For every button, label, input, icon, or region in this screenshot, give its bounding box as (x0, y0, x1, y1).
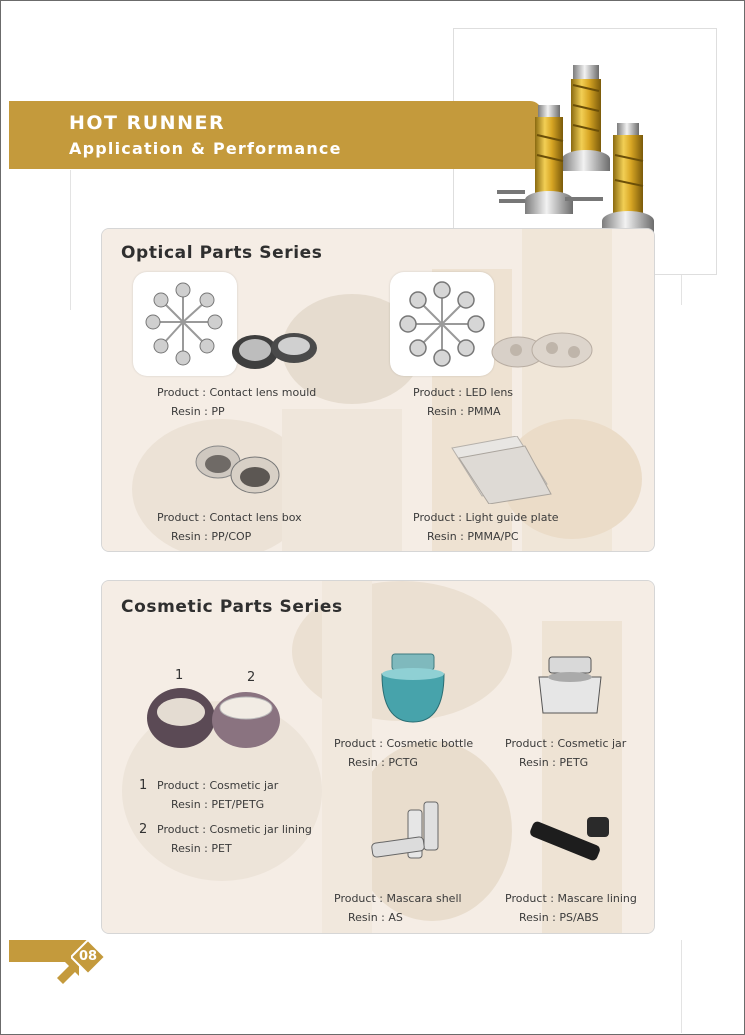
product-label: Product : Mascara shell (334, 892, 462, 905)
star-lens-icon (390, 272, 494, 376)
jar-label-2: 2 (247, 670, 256, 685)
product-label: Product : Cosmetic jar (505, 737, 627, 750)
page-title: HOT RUNNER (69, 112, 226, 134)
led-lens-tile (390, 272, 494, 376)
page-subtitle: Application & Performance (69, 139, 342, 158)
product-label: Product : Light guide plate (413, 511, 559, 524)
product-label: Product : Mascare lining (505, 892, 637, 905)
caption-cosmetic-bottle (334, 734, 473, 772)
contact-lens-mould-tile (133, 272, 237, 376)
resin-label: Resin : PMMA/PC (427, 530, 519, 543)
caption-contact-lens-mould (157, 383, 316, 421)
optical-series-title: Optical Parts Series (121, 243, 323, 263)
guide-line (70, 170, 71, 310)
caption-led-lens (413, 383, 513, 421)
product-label: Product : Contact lens mould (157, 386, 317, 399)
square-cosmetic-jar-image (535, 655, 605, 717)
product-label: Product : LED lens (413, 386, 514, 399)
header-banner (9, 101, 542, 169)
caption-cosmetic-jar-lining (157, 820, 312, 858)
jar-label-1: 1 (175, 668, 184, 683)
led-lens-image (490, 328, 595, 373)
contact-lens-mould-image (230, 330, 320, 372)
resin-label: Resin : PP (171, 405, 225, 418)
page-number-badge (71, 940, 105, 974)
mascara-lining-image (525, 815, 620, 870)
cosmetic-series-title: Cosmetic Parts Series (121, 597, 343, 617)
caption-cosmetic-jar-1 (157, 776, 278, 814)
item-number-1: 1 (139, 778, 148, 793)
caption-light-guide-plate (413, 508, 559, 546)
resin-label: Resin : PCTG (348, 756, 418, 769)
resin-label: Resin : PS/ABS (519, 911, 599, 924)
product-label: Product : Cosmetic bottle (334, 737, 474, 750)
star-mould-icon (133, 272, 237, 376)
mascara-shell-image (370, 800, 450, 878)
product-label: Product : Cosmetic jar (157, 779, 279, 792)
light-guide-plate-image (447, 436, 552, 504)
resin-label: Resin : AS (348, 911, 403, 924)
resin-label: Resin : PET (171, 842, 232, 855)
product-label: Product : Contact lens box (157, 511, 302, 524)
resin-label: Resin : PP/COP (171, 530, 252, 543)
cosmetic-jars-image (143, 682, 283, 752)
cosmetic-bottle-image (378, 652, 448, 724)
item-number-2: 2 (139, 822, 148, 837)
product-label: Product : Cosmetic jar lining (157, 823, 312, 836)
resin-label: Resin : PET/PETG (171, 798, 265, 811)
guide-line (681, 275, 682, 305)
hot-runner-nozzles-image (495, 55, 665, 240)
caption-mascara-lining (505, 889, 637, 927)
resin-label: Resin : PMMA (427, 405, 501, 418)
resin-label: Resin : PETG (519, 756, 589, 769)
contact-lens-box-image (190, 440, 290, 500)
page-number: 08 (78, 949, 98, 964)
caption-mascara-shell (334, 889, 462, 927)
guide-line (681, 940, 682, 1033)
caption-cosmetic-jar-square (505, 734, 626, 772)
caption-contact-lens-box (157, 508, 302, 546)
